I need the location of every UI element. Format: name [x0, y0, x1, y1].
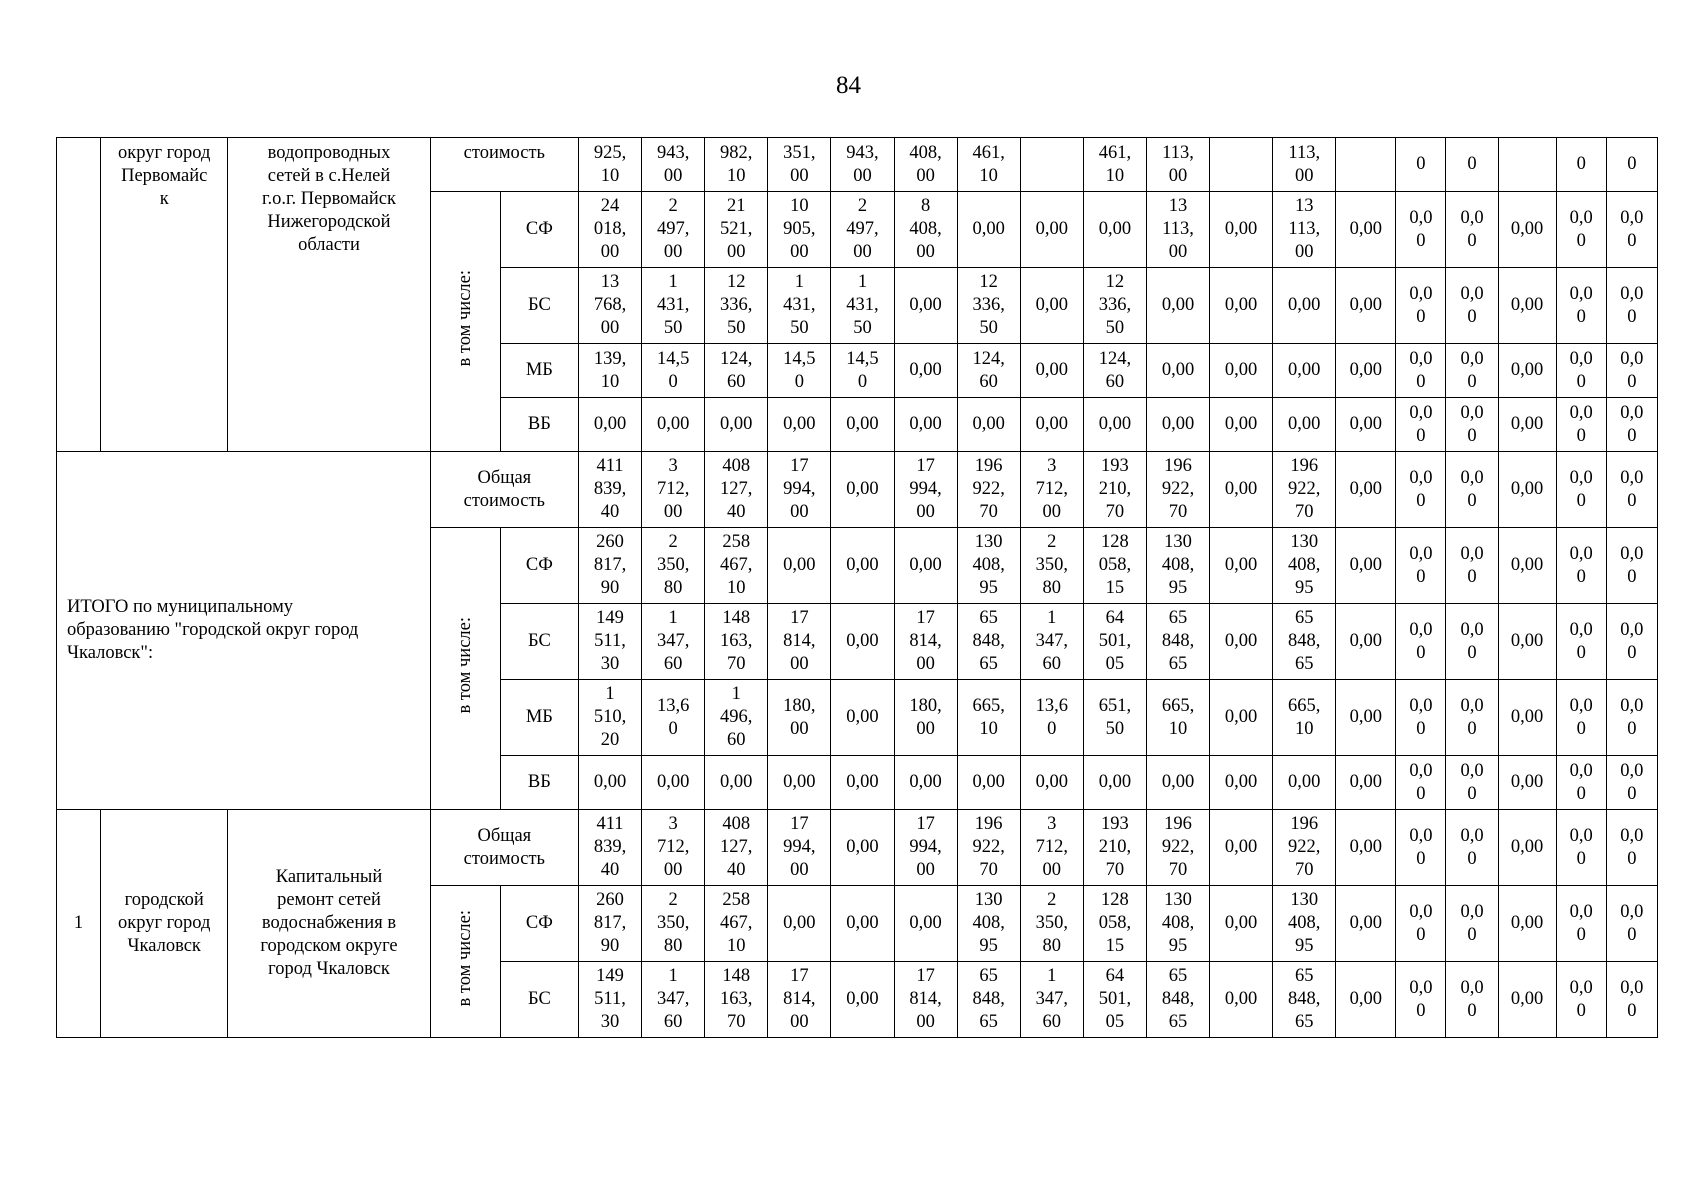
value-cell: 17 814, 00 [894, 962, 957, 1038]
value-cell: 0,0 0 [1556, 962, 1606, 1038]
value-cell: 2 497, 00 [831, 192, 894, 268]
value-cell: 0,00 [831, 886, 894, 962]
value-cell: 408 127, 40 [705, 452, 768, 528]
block-chkalovsk-item [57, 810, 1658, 1038]
value-cell: 258 467, 10 [705, 528, 768, 604]
value-cell: 0,00 [894, 886, 957, 962]
value-cell: 0,0 0 [1606, 604, 1657, 680]
value-cell: 0,0 0 [1446, 680, 1498, 756]
total-cost-label: стоимость [430, 138, 578, 192]
block-total-chkalovsk [57, 452, 1658, 810]
municipality-name: городской округ город Чкаловск [101, 810, 228, 1038]
source-label: МБ [500, 344, 578, 398]
value-cell: 0,00 [831, 452, 894, 528]
value-cell: 0,0 0 [1396, 268, 1446, 344]
value-cell: 0,00 [1210, 680, 1273, 756]
value-cell: 0,0 0 [1606, 756, 1657, 810]
value-cell: 13 768, 00 [578, 268, 641, 344]
source-label: БС [500, 268, 578, 344]
source-label: БС [500, 962, 578, 1038]
value-cell: 0,00 [1498, 810, 1556, 886]
value-cell: 943, 00 [642, 138, 705, 192]
value-cell: 0,0 0 [1556, 452, 1606, 528]
value-cell: 148 163, 70 [705, 604, 768, 680]
value-cell: 0,00 [1498, 528, 1556, 604]
value-cell: 0,00 [1210, 886, 1273, 962]
value-cell: 351, 00 [768, 138, 831, 192]
value-cell: 0,0 0 [1396, 886, 1446, 962]
value-cell: 0,0 0 [1446, 528, 1498, 604]
value-cell [1020, 138, 1083, 192]
value-cell: 17 994, 00 [894, 810, 957, 886]
value-cell: 925, 10 [578, 138, 641, 192]
value-cell: 65 848, 65 [957, 604, 1020, 680]
value-cell: 461, 10 [1083, 138, 1146, 192]
value-cell: 124, 60 [957, 344, 1020, 398]
value-cell: 0,00 [1336, 810, 1396, 886]
value-cell: 0,0 0 [1556, 680, 1606, 756]
including-label-cell [430, 528, 500, 810]
value-cell: 0 [1556, 138, 1606, 192]
value-cell: 0,00 [831, 680, 894, 756]
value-cell: 0,00 [894, 344, 957, 398]
value-cell: 0,00 [1498, 344, 1556, 398]
page-number: 84 [836, 72, 861, 99]
value-cell [1210, 138, 1273, 192]
value-cell: 0,00 [768, 398, 831, 452]
value-cell: 943, 00 [831, 138, 894, 192]
value-cell: 0,00 [1336, 528, 1396, 604]
value-cell: 1 510, 20 [578, 680, 641, 756]
value-cell: 12 336, 50 [705, 268, 768, 344]
value-cell: 130 408, 95 [1273, 528, 1336, 604]
value-cell: 0,00 [1498, 398, 1556, 452]
total-label: ИТОГО по муниципальному образованию "городской округ город Чкаловск": [57, 452, 431, 810]
value-cell: 411 839, 40 [578, 810, 641, 886]
value-cell: 0,00 [1210, 192, 1273, 268]
value-cell: 24 018, 00 [578, 192, 641, 268]
value-cell: 0,00 [642, 398, 705, 452]
value-cell: 0,00 [1336, 962, 1396, 1038]
value-cell: 17 814, 00 [768, 962, 831, 1038]
value-cell: 0,00 [768, 886, 831, 962]
value-cell: 65 848, 65 [957, 962, 1020, 1038]
value-cell: 1 347, 60 [1020, 604, 1083, 680]
value-cell: 0,00 [894, 756, 957, 810]
value-cell: 0,00 [894, 268, 957, 344]
value-cell: 0,0 0 [1556, 398, 1606, 452]
row-number [57, 138, 101, 452]
value-cell: 0,00 [1146, 268, 1209, 344]
value-cell: 196 922, 70 [1146, 810, 1209, 886]
value-cell: 193 210, 70 [1083, 810, 1146, 886]
value-cell: 130 408, 95 [957, 528, 1020, 604]
value-cell: 0,00 [1020, 268, 1083, 344]
including-label: в том числе: [454, 269, 475, 367]
value-cell: 0,00 [1020, 756, 1083, 810]
value-cell: 65 848, 65 [1146, 962, 1209, 1038]
value-cell: 0,00 [1336, 604, 1396, 680]
total-cost-label: Общая стоимость [430, 810, 578, 886]
financing-table [56, 137, 1658, 1038]
value-cell: 0,0 0 [1606, 398, 1657, 452]
value-cell: 0,00 [1273, 756, 1336, 810]
value-cell: 0,00 [1210, 398, 1273, 452]
value-cell: 124, 60 [1083, 344, 1146, 398]
value-cell: 0,0 0 [1446, 604, 1498, 680]
value-cell: 0,0 0 [1396, 962, 1446, 1038]
value-cell: 0,00 [957, 756, 1020, 810]
value-cell: 0,00 [1273, 268, 1336, 344]
value-cell: 149 511, 30 [578, 604, 641, 680]
value-cell: 196 922, 70 [1273, 810, 1336, 886]
value-cell: 260 817, 90 [578, 886, 641, 962]
including-label: в том числе: [454, 616, 475, 714]
value-cell: 0,00 [1210, 756, 1273, 810]
value-cell: 0,0 0 [1606, 452, 1657, 528]
value-cell: 124, 60 [705, 344, 768, 398]
value-cell: 0,0 0 [1606, 344, 1657, 398]
value-cell: 2 497, 00 [642, 192, 705, 268]
value-cell: 64 501, 05 [1083, 604, 1146, 680]
value-cell: 0,00 [768, 756, 831, 810]
value-cell: 408, 00 [894, 138, 957, 192]
value-cell: 982, 10 [705, 138, 768, 192]
value-cell: 180, 00 [768, 680, 831, 756]
value-cell: 0,0 0 [1446, 398, 1498, 452]
value-cell: 0,0 0 [1606, 528, 1657, 604]
value-cell: 0,0 0 [1446, 268, 1498, 344]
value-cell: 0,0 0 [1606, 962, 1657, 1038]
value-cell: 21 521, 00 [705, 192, 768, 268]
value-cell: 0,00 [831, 810, 894, 886]
value-cell: 0,0 0 [1446, 192, 1498, 268]
value-cell: 0,0 0 [1446, 886, 1498, 962]
value-cell: 1 347, 60 [642, 604, 705, 680]
value-cell: 0,00 [831, 604, 894, 680]
value-cell: 0,00 [1146, 756, 1209, 810]
table-row [57, 452, 1658, 528]
value-cell: 665, 10 [1146, 680, 1209, 756]
value-cell: 2 350, 80 [642, 528, 705, 604]
value-cell: 130 408, 95 [1146, 528, 1209, 604]
value-cell: 411 839, 40 [578, 452, 641, 528]
value-cell: 0,00 [1210, 452, 1273, 528]
value-cell: 128 058, 15 [1083, 886, 1146, 962]
value-cell: 0,00 [1336, 268, 1396, 344]
value-cell: 0,00 [1336, 452, 1396, 528]
value-cell: 8 408, 00 [894, 192, 957, 268]
value-cell: 0,0 0 [1446, 344, 1498, 398]
value-cell: 3 712, 00 [642, 810, 705, 886]
table-row [57, 810, 1658, 886]
value-cell: 0,0 0 [1446, 962, 1498, 1038]
value-cell: 196 922, 70 [957, 452, 1020, 528]
value-cell: 3 712, 00 [642, 452, 705, 528]
value-cell: 2 350, 80 [1020, 886, 1083, 962]
value-cell: 65 848, 65 [1273, 962, 1336, 1038]
value-cell: 0,00 [1083, 192, 1146, 268]
source-label: МБ [500, 680, 578, 756]
value-cell: 13,6 0 [1020, 680, 1083, 756]
value-cell: 0,00 [1336, 680, 1396, 756]
value-cell: 0,0 0 [1606, 192, 1657, 268]
value-cell: 258 467, 10 [705, 886, 768, 962]
value-cell: 0,00 [831, 962, 894, 1038]
block-pervomaysk [57, 138, 1658, 452]
value-cell: 0 [1446, 138, 1498, 192]
value-cell: 17 994, 00 [768, 810, 831, 886]
value-cell: 0,00 [831, 756, 894, 810]
value-cell: 0,0 0 [1396, 528, 1446, 604]
value-cell: 0,00 [1020, 192, 1083, 268]
value-cell: 17 994, 00 [768, 452, 831, 528]
value-cell: 0,0 0 [1396, 680, 1446, 756]
value-cell: 0,0 0 [1396, 604, 1446, 680]
value-cell: 3 712, 00 [1020, 810, 1083, 886]
value-cell: 130 408, 95 [1273, 886, 1336, 962]
value-cell: 0,00 [1210, 962, 1273, 1038]
value-cell: 0,00 [1498, 962, 1556, 1038]
object-name: Капитальный ремонт сетей водоснабжения в городском округе город Чкаловск [228, 810, 430, 1038]
value-cell: 0,00 [1273, 398, 1336, 452]
source-label: СФ [500, 192, 578, 268]
value-cell: 148 163, 70 [705, 962, 768, 1038]
value-cell: 0,00 [831, 398, 894, 452]
value-cell: 0,0 0 [1396, 452, 1446, 528]
row-number: 1 [57, 810, 101, 1038]
value-cell: 0,0 0 [1446, 756, 1498, 810]
value-cell: 0,00 [831, 528, 894, 604]
value-cell: 0,0 0 [1556, 344, 1606, 398]
value-cell: 0,0 0 [1556, 810, 1606, 886]
value-cell: 180, 00 [894, 680, 957, 756]
value-cell: 1 431, 50 [642, 268, 705, 344]
value-cell: 0,0 0 [1556, 268, 1606, 344]
value-cell: 0,00 [1083, 756, 1146, 810]
value-cell: 12 336, 50 [957, 268, 1020, 344]
value-cell: 13 113, 00 [1146, 192, 1209, 268]
value-cell: 17 814, 00 [768, 604, 831, 680]
value-cell: 0,00 [1210, 268, 1273, 344]
value-cell: 0,00 [1020, 344, 1083, 398]
value-cell: 10 905, 00 [768, 192, 831, 268]
source-label: СФ [500, 886, 578, 962]
value-cell: 0,00 [1210, 810, 1273, 886]
value-cell: 0,00 [578, 398, 641, 452]
including-label: в том числе: [454, 909, 475, 1007]
value-cell: 13,6 0 [642, 680, 705, 756]
value-cell: 113, 00 [1273, 138, 1336, 192]
value-cell: 12 336, 50 [1083, 268, 1146, 344]
source-label: ВБ [500, 398, 578, 452]
value-cell: 14,5 0 [642, 344, 705, 398]
value-cell: 14,5 0 [831, 344, 894, 398]
value-cell: 0,0 0 [1446, 452, 1498, 528]
value-cell: 0,00 [1336, 192, 1396, 268]
value-cell: 0,00 [894, 528, 957, 604]
value-cell: 665, 10 [957, 680, 1020, 756]
value-cell: 1 496, 60 [705, 680, 768, 756]
value-cell: 0,00 [1336, 398, 1396, 452]
value-cell: 0,0 0 [1556, 604, 1606, 680]
value-cell: 0,0 0 [1556, 886, 1606, 962]
value-cell: 0,00 [1336, 756, 1396, 810]
value-cell: 128 058, 15 [1083, 528, 1146, 604]
value-cell: 0,00 [1083, 398, 1146, 452]
value-cell: 0,00 [1146, 398, 1209, 452]
value-cell: 1 431, 50 [768, 268, 831, 344]
value-cell: 0,00 [578, 756, 641, 810]
value-cell: 64 501, 05 [1083, 962, 1146, 1038]
value-cell: 260 817, 90 [578, 528, 641, 604]
value-cell: 0,00 [957, 192, 1020, 268]
value-cell: 1 347, 60 [642, 962, 705, 1038]
source-label: СФ [500, 528, 578, 604]
value-cell: 0,0 0 [1606, 886, 1657, 962]
value-cell: 193 210, 70 [1083, 452, 1146, 528]
value-cell: 0,00 [705, 398, 768, 452]
value-cell: 0,00 [1336, 886, 1396, 962]
value-cell: 461, 10 [957, 138, 1020, 192]
value-cell: 0,0 0 [1396, 344, 1446, 398]
value-cell: 2 350, 80 [1020, 528, 1083, 604]
table-row [57, 138, 1658, 192]
value-cell: 0 [1396, 138, 1446, 192]
source-label: БС [500, 604, 578, 680]
value-cell: 0,0 0 [1396, 810, 1446, 886]
value-cell: 0,00 [1498, 886, 1556, 962]
value-cell: 0,00 [1146, 344, 1209, 398]
value-cell: 0,00 [894, 398, 957, 452]
value-cell: 149 511, 30 [578, 962, 641, 1038]
value-cell: 17 814, 00 [894, 604, 957, 680]
value-cell: 1 347, 60 [1020, 962, 1083, 1038]
value-cell: 1 431, 50 [831, 268, 894, 344]
value-cell: 0 [1606, 138, 1657, 192]
value-cell: 0,00 [1498, 268, 1556, 344]
value-cell: 0,00 [1210, 528, 1273, 604]
value-cell: 651, 50 [1083, 680, 1146, 756]
value-cell: 0,00 [1336, 344, 1396, 398]
value-cell: 0,0 0 [1396, 398, 1446, 452]
value-cell: 0,0 0 [1556, 756, 1606, 810]
object-name: водопроводных сетей в с.Нелей г.о.г. Первомайск Нижегородской области [228, 138, 430, 452]
value-cell: 130 408, 95 [1146, 886, 1209, 962]
value-cell: 3 712, 00 [1020, 452, 1083, 528]
value-cell: 0,00 [1020, 398, 1083, 452]
including-label-cell [430, 886, 500, 1038]
value-cell: 0,0 0 [1556, 528, 1606, 604]
value-cell: 196 922, 70 [1146, 452, 1209, 528]
value-cell: 196 922, 70 [1273, 452, 1336, 528]
value-cell: 0,00 [1498, 756, 1556, 810]
value-cell: 0,0 0 [1556, 192, 1606, 268]
value-cell: 0,00 [1498, 452, 1556, 528]
value-cell: 0,00 [1273, 344, 1336, 398]
value-cell: 0,00 [705, 756, 768, 810]
value-cell: 0,00 [957, 398, 1020, 452]
value-cell: 0,0 0 [1606, 810, 1657, 886]
source-label: ВБ [500, 756, 578, 810]
value-cell: 0,00 [768, 528, 831, 604]
municipality-name: округ город Первомайс к [101, 138, 228, 452]
value-cell: 130 408, 95 [957, 886, 1020, 962]
value-cell: 0,0 0 [1606, 268, 1657, 344]
value-cell: 0,00 [1210, 604, 1273, 680]
value-cell: 14,5 0 [768, 344, 831, 398]
value-cell: 139, 10 [578, 344, 641, 398]
value-cell: 13 113, 00 [1273, 192, 1336, 268]
value-cell: 0,00 [1498, 604, 1556, 680]
value-cell: 0,00 [642, 756, 705, 810]
value-cell: 0,0 0 [1606, 680, 1657, 756]
value-cell: 65 848, 65 [1273, 604, 1336, 680]
value-cell: 0,0 0 [1446, 810, 1498, 886]
value-cell: 2 350, 80 [642, 886, 705, 962]
value-cell [1498, 138, 1556, 192]
value-cell: 0,00 [1498, 192, 1556, 268]
including-label-cell [430, 192, 500, 452]
value-cell: 665, 10 [1273, 680, 1336, 756]
value-cell: 196 922, 70 [957, 810, 1020, 886]
value-cell: 0,00 [1210, 344, 1273, 398]
value-cell: 113, 00 [1146, 138, 1209, 192]
value-cell: 17 994, 00 [894, 452, 957, 528]
total-cost-label: Общая стоимость [430, 452, 578, 528]
value-cell: 0,00 [1498, 680, 1556, 756]
value-cell: 0,0 0 [1396, 192, 1446, 268]
value-cell: 408 127, 40 [705, 810, 768, 886]
value-cell [1336, 138, 1396, 192]
value-cell: 65 848, 65 [1146, 604, 1209, 680]
value-cell: 0,0 0 [1396, 756, 1446, 810]
